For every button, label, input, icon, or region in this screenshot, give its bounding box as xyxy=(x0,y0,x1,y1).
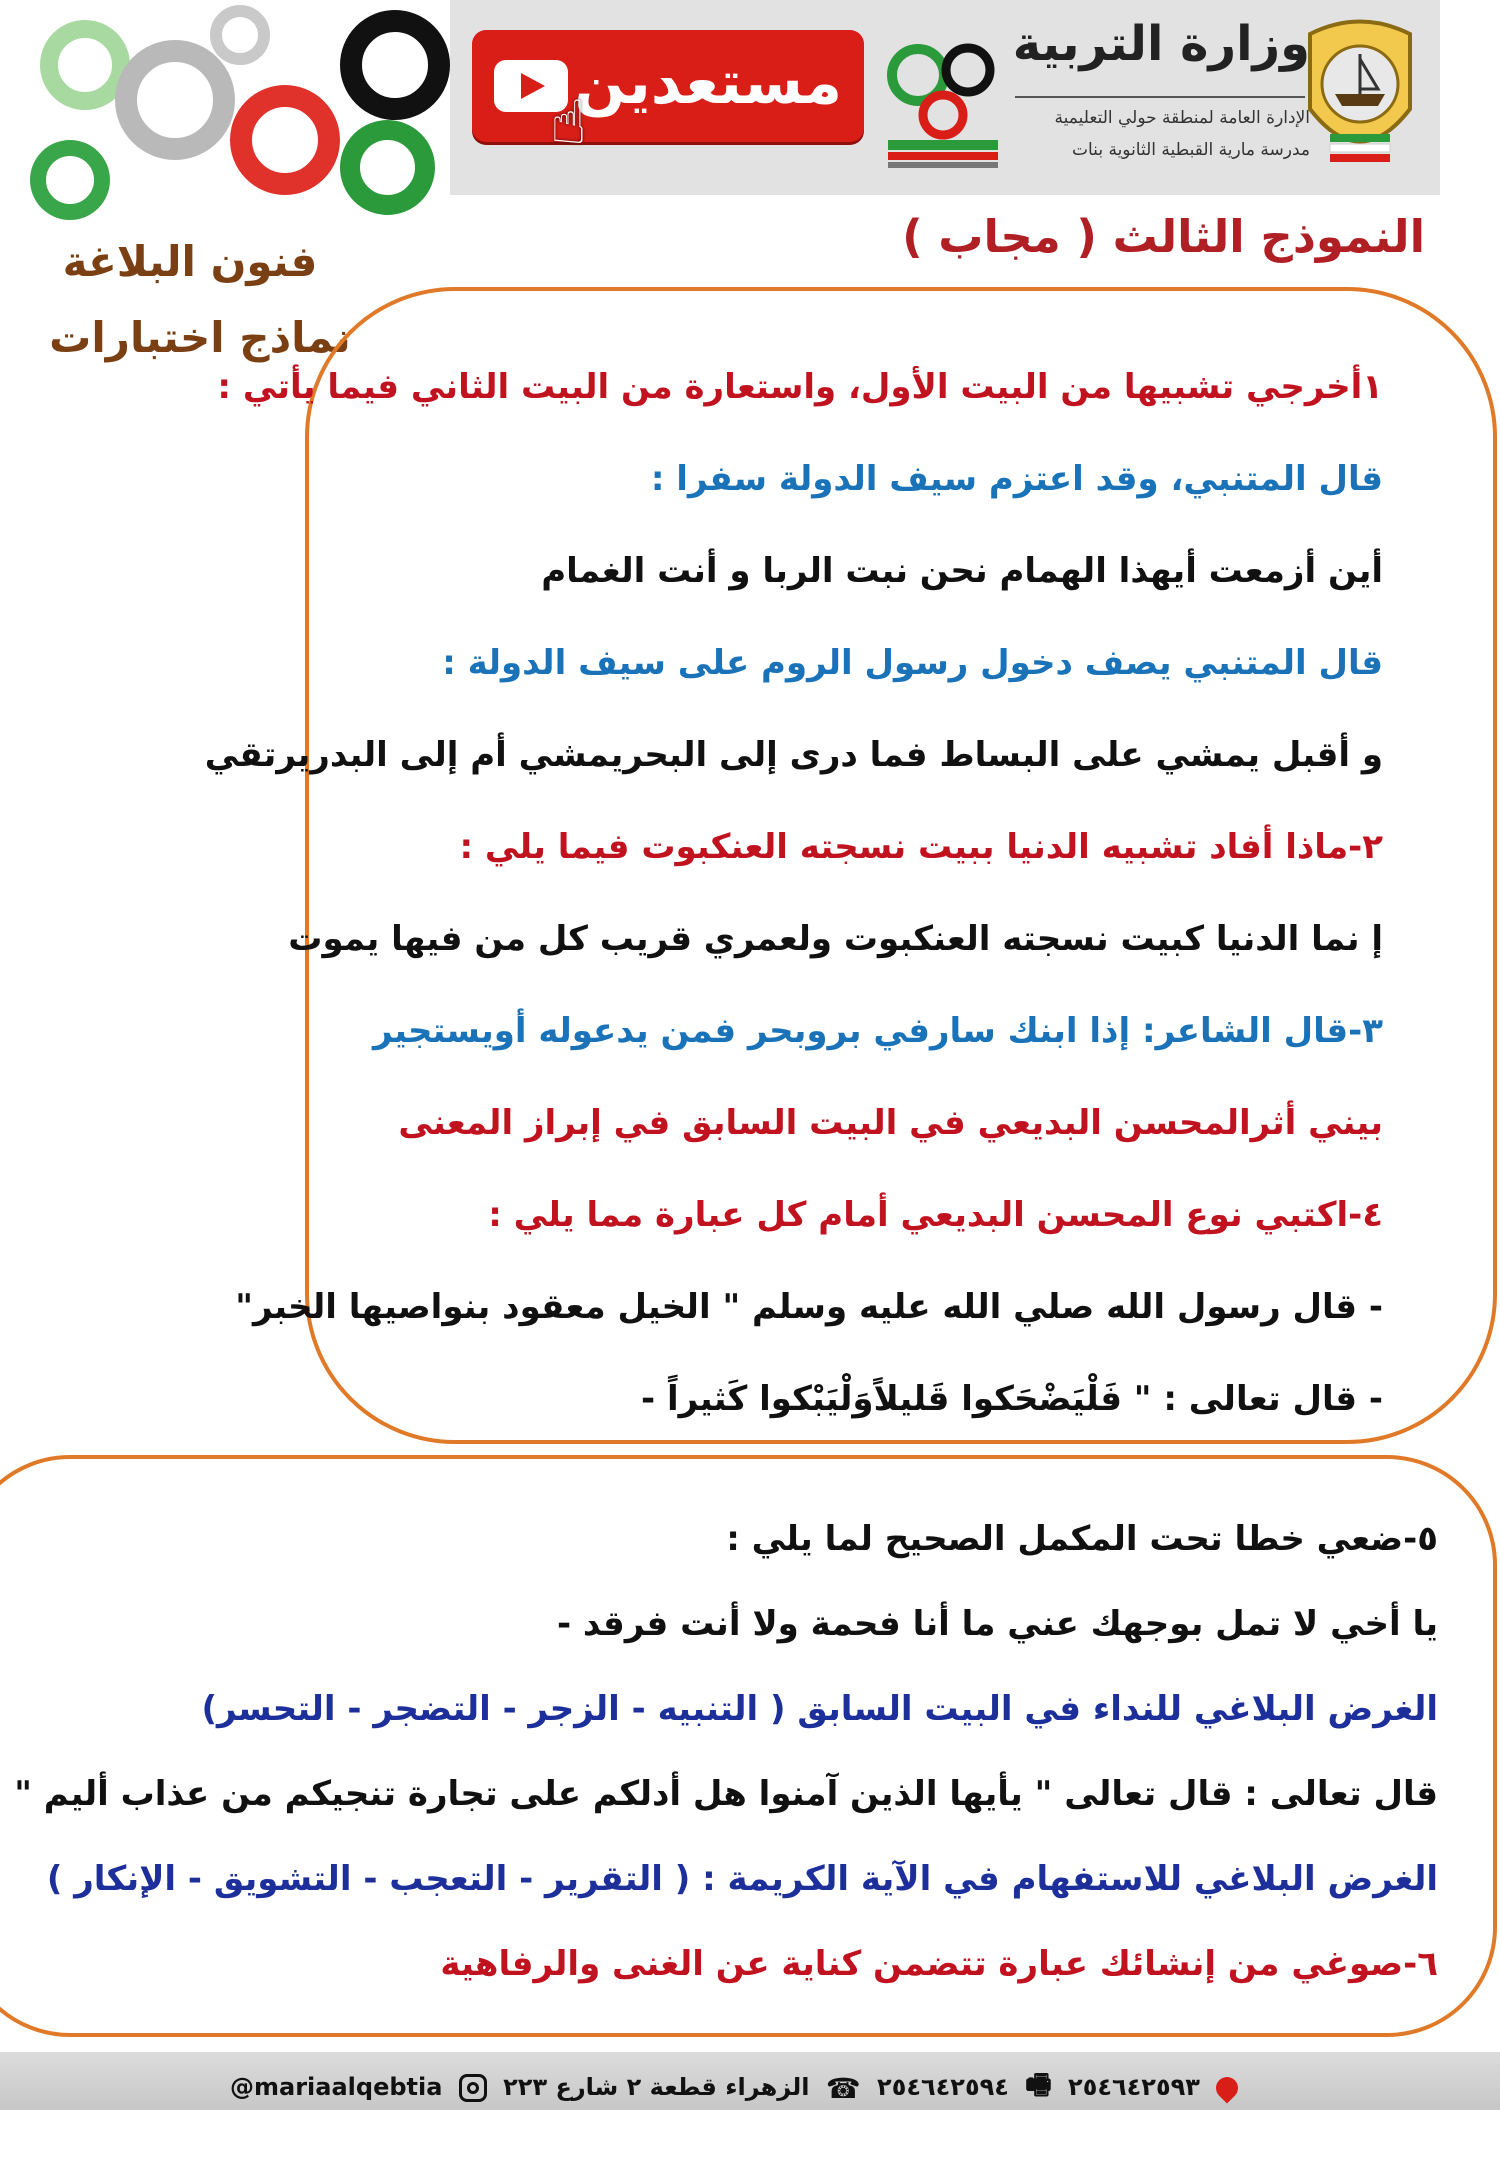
kuwait-emblem xyxy=(1290,14,1430,179)
verse-1: أين أزمعت أيهذا الهمام نحن نبت الربا و أنت الغمام xyxy=(541,551,1383,591)
question-1: ١أخرجي تشبيها من البيت الأول، واستعارة من البيت الثاني فيما يأتي : xyxy=(217,367,1383,407)
questions-box-2 xyxy=(0,1455,1497,2037)
question-3-task: بيني أثرالمحسن البديعي في البيت السابق في إبراز المعنى xyxy=(398,1103,1383,1143)
ministry-subtitle: الإدارة العامة لمنطقة حولي التعليمية xyxy=(1054,108,1310,128)
pointer-hand-icon: ☝ xyxy=(550,88,587,158)
header-divider xyxy=(1015,96,1305,98)
school-logo xyxy=(878,30,1008,180)
subscribe-button[interactable] xyxy=(472,30,864,158)
question-6: ٦-صوغي من إنشائك عبارة تتضمن كناية عن الغنى والرفاهية xyxy=(440,1944,1438,1984)
page-footer xyxy=(0,2052,1500,2110)
gear-icon xyxy=(340,10,450,120)
question-4-item-1: - قال رسول الله صلي الله عليه وسلم " الخيل معقود بنواصيها الخبر" xyxy=(235,1287,1383,1327)
section-subtitle: نماذج اختبارات xyxy=(49,313,351,362)
instagram-handle: @mariaalqebtia xyxy=(230,2073,443,2101)
gear-icon xyxy=(30,140,110,220)
question-3: ٣-قال الشاعر: إذا ابنك سارفي بروبحر فمن يدعوله أويستجير xyxy=(372,1011,1383,1051)
questions-box-1 xyxy=(204,287,1497,1444)
question-2: ٢-ماذا أفاد تشبيه الدنيا ببيت نسجته العنكبوت فيما يلي : xyxy=(459,827,1383,867)
fax-icon: 🖷 xyxy=(1025,2068,1052,2101)
question-5-options-a: الغرض البلاغي للنداء في البيت السابق ( التنبيه - الزجر - التضجر - التحسر) xyxy=(201,1689,1438,1729)
location-pin-icon xyxy=(1212,2072,1243,2103)
gears-decoration xyxy=(20,0,450,195)
gear-icon xyxy=(115,40,235,160)
question-5-options-b: الغرض البلاغي للاستفهام في الآية الكريمة : ( التقرير - التعجب - التشويق - الإنكار ) xyxy=(46,1859,1438,1899)
subscribe-label: مستعدين xyxy=(574,48,842,118)
phone-icon: ☎ xyxy=(825,2071,861,2105)
question-1-intro-b: قال المتنبي يصف دخول رسول الروم على سيف الدولة : xyxy=(442,643,1383,683)
verse-3: إ نما الدنيا كبيت نسجته العنكبوت ولعمري قريب كل من فيها يموت xyxy=(288,919,1383,959)
subject-title: فنون البلاغة xyxy=(62,237,318,286)
gear-icon xyxy=(340,120,435,215)
question-5-verse-b: قال تعالى : قال تعالى " يأيها الذين آمنوا هل أدلكم على تجارة تنجيكم من عذاب أليم " xyxy=(14,1774,1438,1814)
question-5: ٥-ضعي خطا تحت المكمل الصحيح لما يلي : xyxy=(726,1519,1438,1559)
question-5-verse: يا أخي لا تمل بوجهك عني ما أنا فحمة ولا أنت فرقد - xyxy=(556,1604,1438,1644)
gear-icon xyxy=(210,5,270,65)
fax-number: ٢٥٤٦٤٢٥٩٣ xyxy=(1068,2073,1200,2101)
phone-number: ٢٥٤٦٤٢٥٩٤ xyxy=(877,2073,1009,2101)
gear-icon xyxy=(230,85,340,195)
verse-2: و أقبل يمشي على البساط فما درى إلى البحريمشي أم إلى البدريرتقي xyxy=(204,735,1383,775)
address: الزهراء قطعة ٢ شارع ٢٢٣ xyxy=(503,2073,810,2101)
page-title: النموذج الثالث ( مجاب ) xyxy=(902,210,1425,263)
question-4-item-2: - قال تعالى : " فَلْيَضْحَكوا قَليلاًوَلْيَبْكوا كَثيراً - xyxy=(641,1379,1383,1419)
instagram-icon xyxy=(459,2074,487,2102)
question-4: ٤-اكتبي نوع المحسن البديعي أمام كل عبارة مما يلي : xyxy=(488,1195,1383,1235)
question-1-intro-a: قال المتنبي، وقد اعتزم سيف الدولة سفرا : xyxy=(650,459,1383,499)
ministry-title: وزارة التربية xyxy=(1012,16,1310,72)
school-name: مدرسة مارية القبطية الثانوية بنات xyxy=(1072,140,1310,160)
